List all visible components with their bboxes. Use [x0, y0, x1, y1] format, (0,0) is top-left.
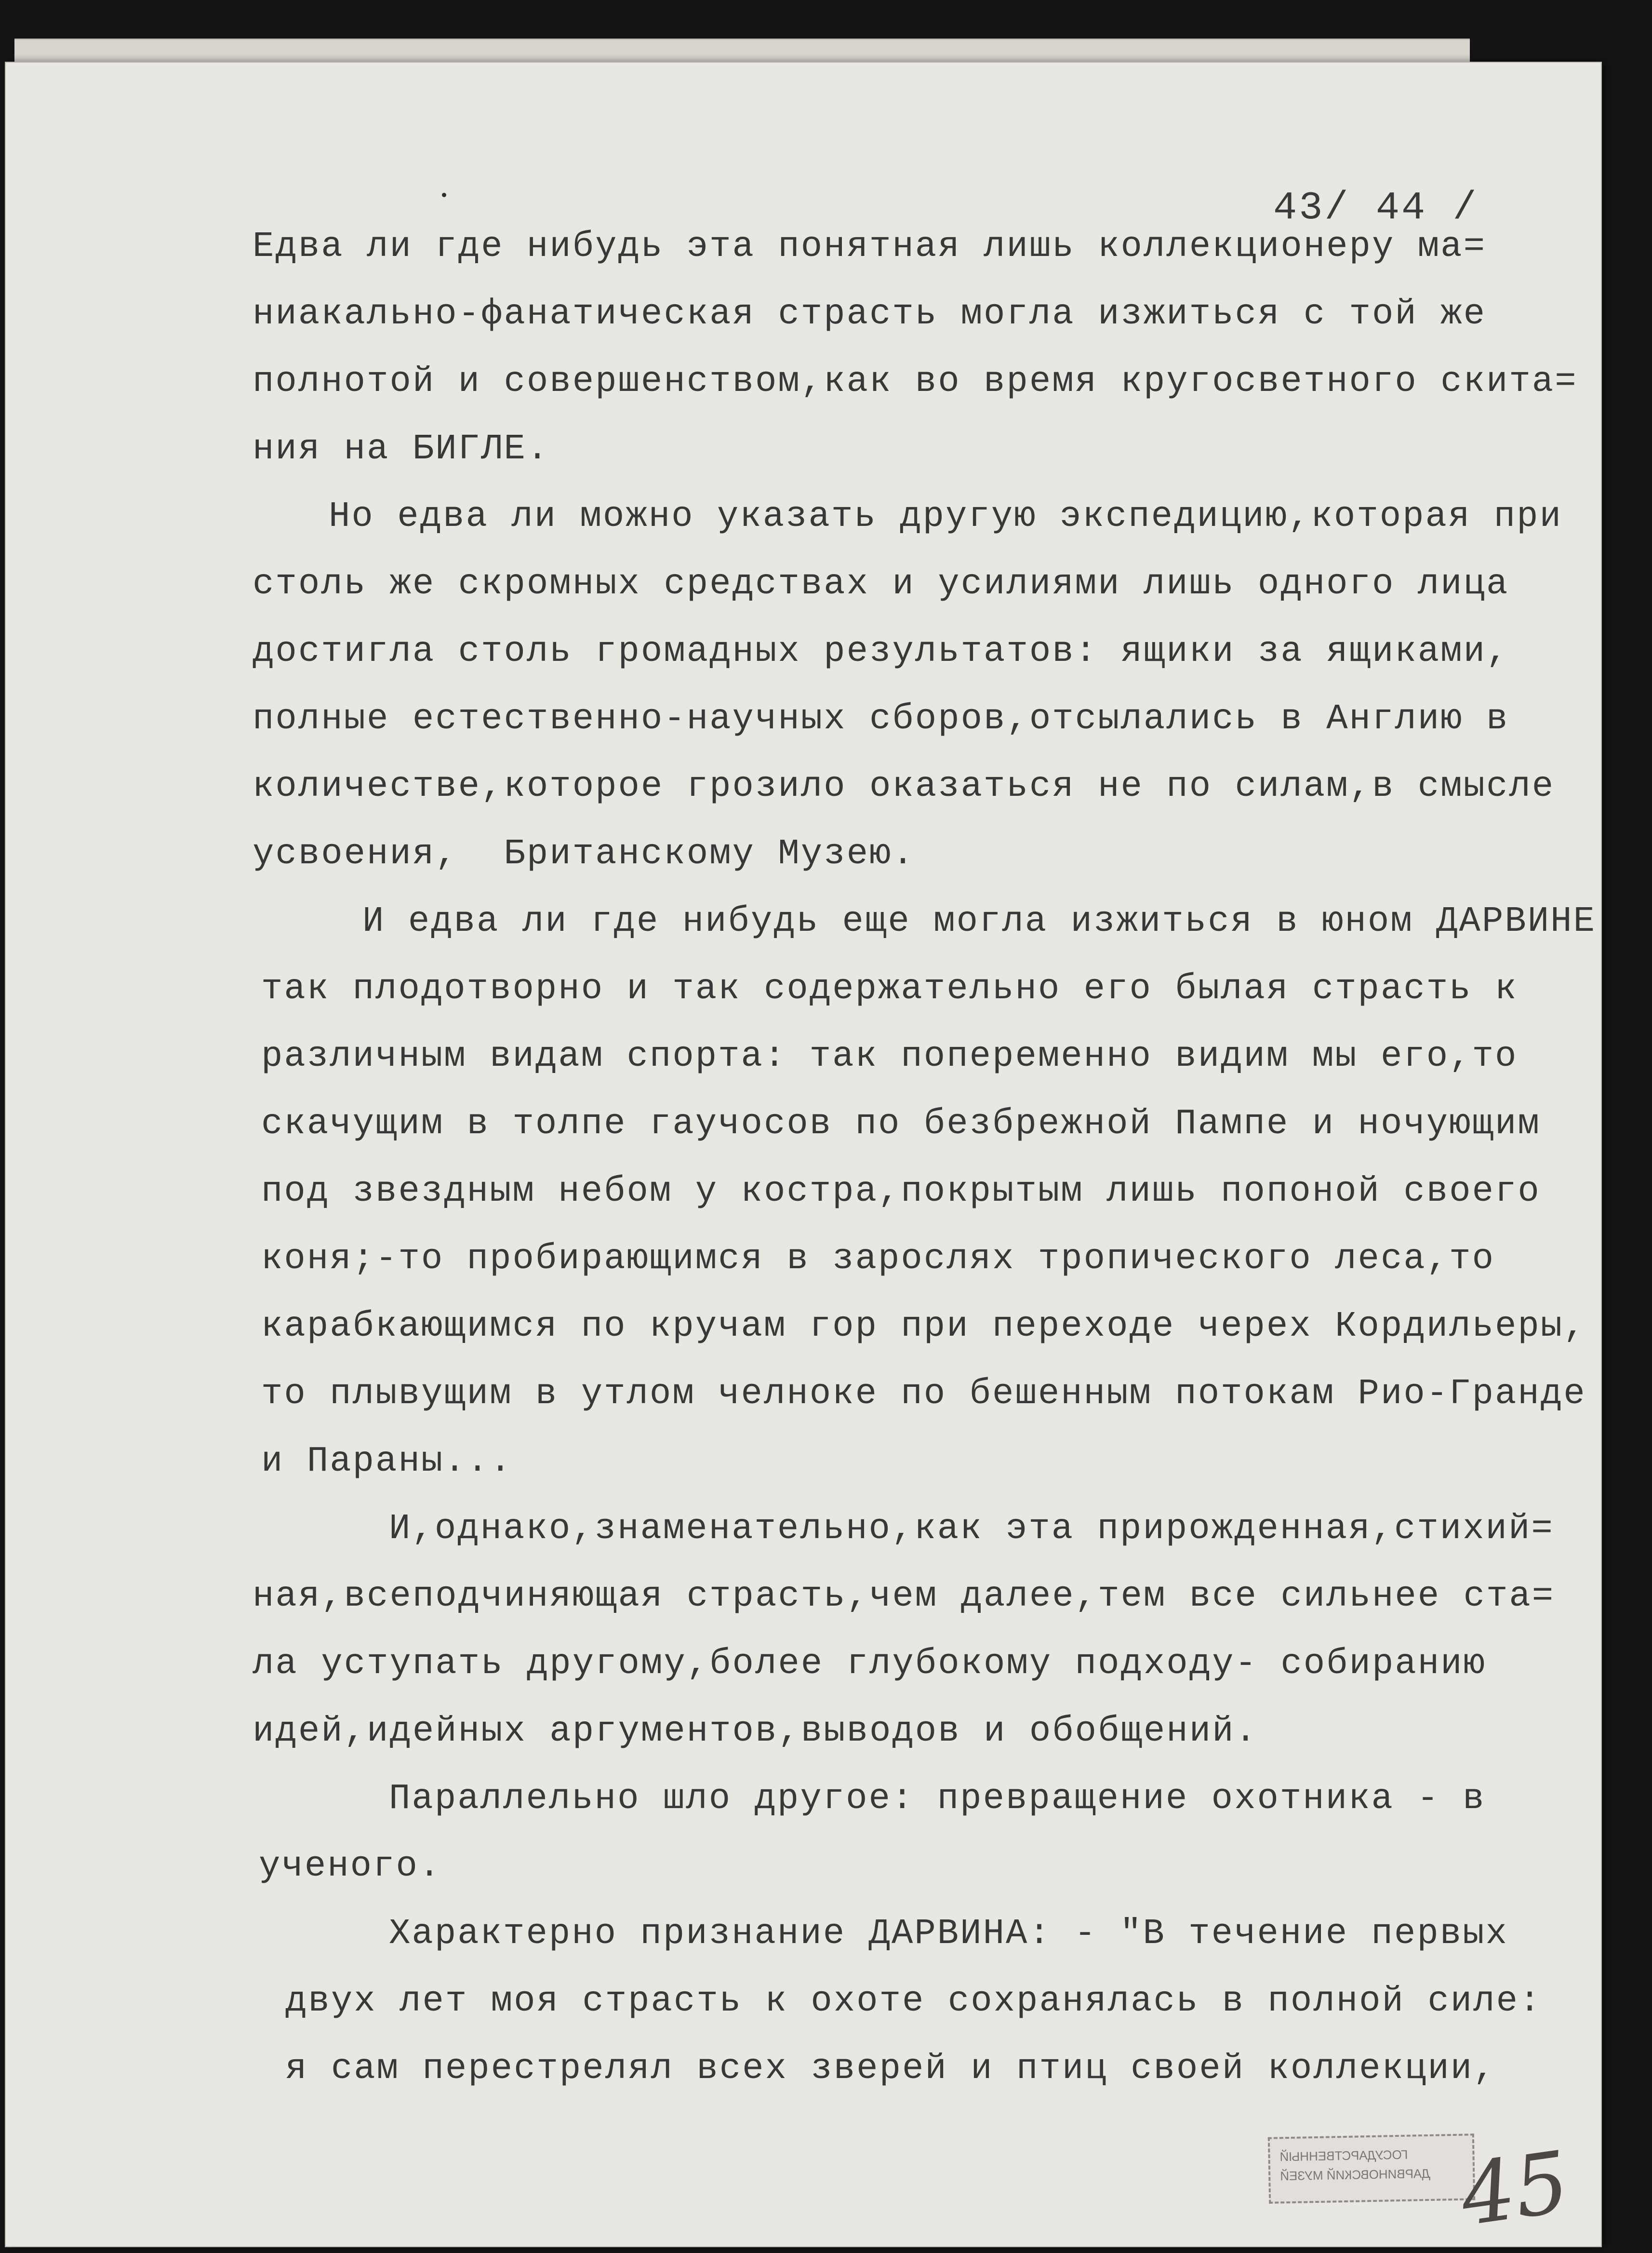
- text-line: Но едва ли можно указать другую экспедицию,которая при: [329, 496, 1562, 537]
- text-line: так плодотворно и так содержательно его былая страсть к: [261, 969, 1518, 1009]
- text-line: количестве,которое грозило оказаться не по силам,в смысле: [253, 766, 1555, 807]
- page-number: 43/ 44 /: [1273, 186, 1479, 230]
- typed-text: [6, 63, 1601, 2246]
- text-line: ла уступать другому,более глубокому подходу- собиранию: [253, 1644, 1486, 1684]
- text-line: двух лет моя страсть к охоте сохранялась в полной силе:: [285, 1981, 1542, 2022]
- text-line: ная,всеподчиняющая страсть,чем далее,тем все сильнее ста=: [253, 1576, 1555, 1617]
- stamp-text: ДАРВИНОВСКИЙ МУЗЕЙ: [1279, 2166, 1431, 2184]
- text-line: усвоения, Британскому Музею.: [253, 834, 915, 874]
- text-line: идей,идейных аргументов,выводов и обобщений.: [253, 1711, 1258, 1752]
- text-line: коня;-то пробирающимся в зарослях тропического леса,то: [261, 1239, 1495, 1279]
- stamp-text: ГОСУДАРСТВЕННЫЙ: [1279, 2147, 1408, 2164]
- text-line: то плывущим в утлом челноке по бешенным потокам Рио-Гранде: [261, 1374, 1586, 1414]
- text-line: столь же скромных средствах и усилиями лишь одного лица: [253, 564, 1509, 604]
- text-line: ниакально-фанатическая страсть могла изжиться с той же: [253, 294, 1486, 335]
- text-line: И едва ли где нибудь еще могла изжиться в юном ДАРВИНЕ: [362, 901, 1596, 942]
- text-line: карабкающимся по кручам гор при переходе черех Кордильеры,: [261, 1306, 1586, 1347]
- document-page: [6, 63, 1601, 2246]
- text-line: Параллельно шло другое: превращение охотника - в: [389, 1779, 1486, 1819]
- text-line: ния на БИГЛЕ.: [253, 429, 550, 469]
- handwritten-folio-number: 45: [1454, 2133, 1575, 2245]
- text-line: под звездным небом у костра,покрытым лишь попоной своего: [261, 1171, 1541, 1212]
- archive-stamp: [1268, 2133, 1475, 2203]
- text-line: полные естественно-научных сборов,отсылались в Англию в: [253, 699, 1509, 739]
- text-line: и Параны...: [261, 1441, 513, 1482]
- text-line: полнотой и совершенством,как во время кругосветного скита=: [253, 362, 1578, 402]
- text-line: различным видам спорта: так попеременно видим мы его,то: [261, 1036, 1518, 1077]
- text-line: достигла столь громадных результатов: ящики за ящиками,: [253, 631, 1509, 672]
- text-line: И,однако,знаменательно,как эта прирожденная,стихий=: [389, 1509, 1554, 1549]
- text-line: Едва ли где нибудь эта понятная лишь коллекционеру ма=: [253, 227, 1486, 267]
- text-line: Характерно признание ДАРВИНА: - "В течение первых: [389, 1914, 1508, 1954]
- text-line: скачущим в толпе гаучосов по безбрежной Пампе и ночующим: [261, 1104, 1541, 1144]
- text-line: я сам перестрелял всех зверей и птиц своей коллекции,: [285, 2049, 1496, 2089]
- text-line: ученого.: [259, 1846, 442, 1887]
